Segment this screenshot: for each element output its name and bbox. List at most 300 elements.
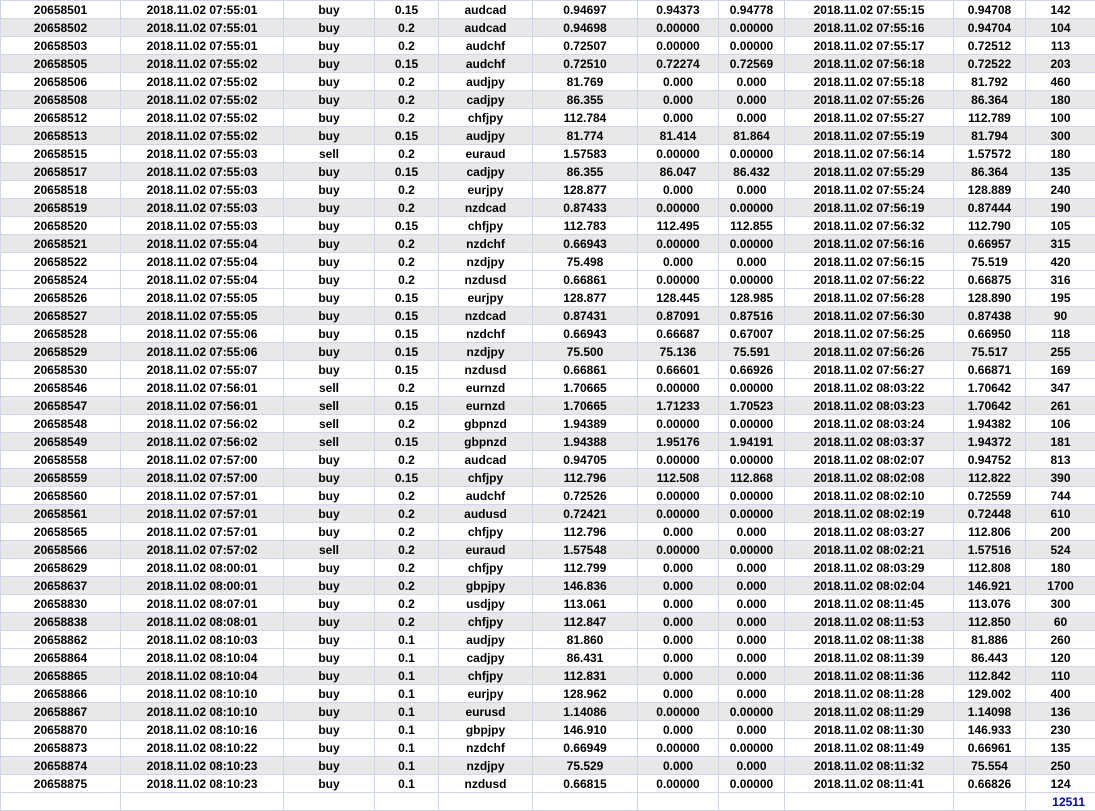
cell-close-price: 0.66957	[954, 235, 1026, 253]
cell-close-price: 0.87444	[954, 199, 1026, 217]
cell-take-profit: 86.432	[719, 163, 785, 181]
cell-symbol: euraud	[439, 145, 533, 163]
footer-empty-cell	[719, 793, 785, 811]
cell-take-profit: 0.000	[719, 631, 785, 649]
cell-profit: 744	[1026, 487, 1095, 505]
cell-stop-loss: 1.71233	[638, 397, 719, 415]
table-row	[1, 559, 1095, 577]
cell-open-time: 2018.11.02 08:10:10	[121, 703, 284, 721]
cell-open-price: 112.847	[533, 613, 638, 631]
cell-profit: 813	[1026, 451, 1095, 469]
table-row	[1, 613, 1095, 631]
cell-symbol: nzdjpy	[439, 253, 533, 271]
cell-profit: 135	[1026, 163, 1095, 181]
cell-profit: 260	[1026, 631, 1095, 649]
cell-type: buy	[284, 109, 375, 127]
cell-profit: 169	[1026, 361, 1095, 379]
cell-close-time: 2018.11.02 07:56:26	[785, 343, 954, 361]
cell-take-profit: 0.94778	[719, 1, 785, 19]
cell-symbol: chfjpy	[439, 559, 533, 577]
cell-take-profit: 0.72569	[719, 55, 785, 73]
cell-close-price: 112.808	[954, 559, 1026, 577]
cell-profit: 315	[1026, 235, 1095, 253]
cell-symbol: nzdusd	[439, 775, 533, 793]
table-row	[1, 631, 1095, 649]
cell-symbol: cadjpy	[439, 649, 533, 667]
footer-empty-cell	[439, 793, 533, 811]
cell-take-profit: 0.00000	[719, 415, 785, 433]
cell-symbol: chfjpy	[439, 613, 533, 631]
cell-close-price: 0.66826	[954, 775, 1026, 793]
cell-open-time: 2018.11.02 07:55:03	[121, 217, 284, 235]
cell-open-price: 81.860	[533, 631, 638, 649]
cell-ticket: 20658566	[1, 541, 121, 559]
cell-close-time: 2018.11.02 08:11:39	[785, 649, 954, 667]
cell-ticket: 20658637	[1, 577, 121, 595]
cell-close-price: 112.850	[954, 613, 1026, 631]
cell-profit: 1700	[1026, 577, 1095, 595]
cell-type: buy	[284, 37, 375, 55]
cell-close-price: 75.554	[954, 757, 1026, 775]
cell-ticket: 20658561	[1, 505, 121, 523]
cell-close-price: 146.933	[954, 721, 1026, 739]
cell-ticket: 20658548	[1, 415, 121, 433]
cell-volume: 0.15	[375, 469, 439, 487]
cell-open-time: 2018.11.02 07:55:02	[121, 109, 284, 127]
cell-take-profit: 0.000	[719, 649, 785, 667]
cell-open-price: 0.66949	[533, 739, 638, 757]
cell-ticket: 20658505	[1, 55, 121, 73]
cell-type: buy	[284, 523, 375, 541]
cell-take-profit: 1.70523	[719, 397, 785, 415]
cell-profit: 203	[1026, 55, 1095, 73]
cell-symbol: eurnzd	[439, 397, 533, 415]
cell-symbol: gbpjpy	[439, 721, 533, 739]
cell-open-price: 0.72507	[533, 37, 638, 55]
table-row	[1, 595, 1095, 613]
cell-type: buy	[284, 289, 375, 307]
cell-open-time: 2018.11.02 08:10:04	[121, 667, 284, 685]
cell-ticket: 20658515	[1, 145, 121, 163]
cell-stop-loss: 0.00000	[638, 415, 719, 433]
cell-open-price: 113.061	[533, 595, 638, 613]
cell-stop-loss: 0.000	[638, 559, 719, 577]
cell-type: buy	[284, 73, 375, 91]
cell-profit: 261	[1026, 397, 1095, 415]
table-row	[1, 343, 1095, 361]
cell-take-profit: 128.985	[719, 289, 785, 307]
cell-close-time: 2018.11.02 08:11:41	[785, 775, 954, 793]
cell-open-price: 146.910	[533, 721, 638, 739]
cell-profit: 110	[1026, 667, 1095, 685]
table-row	[1, 1, 1095, 19]
cell-close-price: 81.886	[954, 631, 1026, 649]
cell-open-time: 2018.11.02 07:55:04	[121, 253, 284, 271]
cell-volume: 0.15	[375, 343, 439, 361]
cell-close-price: 112.842	[954, 667, 1026, 685]
cell-symbol: audchf	[439, 37, 533, 55]
cell-take-profit: 0.00000	[719, 451, 785, 469]
cell-close-time: 2018.11.02 08:02:19	[785, 505, 954, 523]
cell-ticket: 20658830	[1, 595, 121, 613]
cell-profit: 100	[1026, 109, 1095, 127]
table-row	[1, 217, 1095, 235]
cell-volume: 0.2	[375, 613, 439, 631]
cell-type: buy	[284, 577, 375, 595]
cell-symbol: nzdchf	[439, 235, 533, 253]
cell-stop-loss: 0.000	[638, 577, 719, 595]
cell-open-time: 2018.11.02 08:10:23	[121, 775, 284, 793]
table-row	[1, 757, 1095, 775]
cell-symbol: audcad	[439, 1, 533, 19]
cell-volume: 0.15	[375, 289, 439, 307]
cell-ticket: 20658874	[1, 757, 121, 775]
cell-symbol: cadjpy	[439, 91, 533, 109]
cell-open-time: 2018.11.02 07:56:02	[121, 415, 284, 433]
cell-profit: 90	[1026, 307, 1095, 325]
cell-ticket: 20658502	[1, 19, 121, 37]
cell-stop-loss: 0.00000	[638, 451, 719, 469]
cell-open-time: 2018.11.02 07:55:05	[121, 289, 284, 307]
cell-close-price: 1.14098	[954, 703, 1026, 721]
cell-open-time: 2018.11.02 07:55:05	[121, 307, 284, 325]
footer-empty-cell	[954, 793, 1026, 811]
cell-stop-loss: 0.00000	[638, 235, 719, 253]
table-row	[1, 73, 1095, 91]
cell-close-price: 1.94382	[954, 415, 1026, 433]
table-row	[1, 685, 1095, 703]
cell-close-time: 2018.11.02 08:03:27	[785, 523, 954, 541]
cell-take-profit: 0.000	[719, 595, 785, 613]
footer-row	[1, 793, 1095, 811]
cell-type: buy	[284, 757, 375, 775]
cell-symbol: euraud	[439, 541, 533, 559]
cell-volume: 0.15	[375, 127, 439, 145]
cell-open-price: 112.796	[533, 469, 638, 487]
cell-take-profit: 0.00000	[719, 505, 785, 523]
cell-open-price: 112.831	[533, 667, 638, 685]
cell-open-price: 128.877	[533, 181, 638, 199]
cell-volume: 0.15	[375, 397, 439, 415]
cell-open-time: 2018.11.02 07:55:03	[121, 163, 284, 181]
cell-open-price: 0.72526	[533, 487, 638, 505]
cell-ticket: 20658520	[1, 217, 121, 235]
cell-stop-loss: 0.000	[638, 613, 719, 631]
cell-stop-loss: 0.000	[638, 181, 719, 199]
cell-ticket: 20658524	[1, 271, 121, 289]
cell-stop-loss: 0.000	[638, 757, 719, 775]
cell-open-time: 2018.11.02 08:08:01	[121, 613, 284, 631]
cell-symbol: nzdcad	[439, 199, 533, 217]
cell-open-price: 128.962	[533, 685, 638, 703]
cell-stop-loss: 81.414	[638, 127, 719, 145]
table-row	[1, 415, 1095, 433]
cell-open-price: 146.836	[533, 577, 638, 595]
cell-volume: 0.1	[375, 703, 439, 721]
cell-stop-loss: 0.000	[638, 73, 719, 91]
table-row	[1, 199, 1095, 217]
cell-stop-loss: 0.00000	[638, 775, 719, 793]
cell-symbol: audcad	[439, 19, 533, 37]
cell-ticket: 20658547	[1, 397, 121, 415]
cell-close-price: 0.66871	[954, 361, 1026, 379]
cell-stop-loss: 0.66601	[638, 361, 719, 379]
table-row	[1, 109, 1095, 127]
cell-close-price: 1.70642	[954, 397, 1026, 415]
cell-profit: 105	[1026, 217, 1095, 235]
cell-ticket: 20658518	[1, 181, 121, 199]
cell-take-profit: 112.855	[719, 217, 785, 235]
cell-close-time: 2018.11.02 08:03:29	[785, 559, 954, 577]
cell-open-price: 75.500	[533, 343, 638, 361]
table-row	[1, 433, 1095, 451]
cell-symbol: audjpy	[439, 631, 533, 649]
cell-open-price: 0.66815	[533, 775, 638, 793]
cell-open-time: 2018.11.02 08:10:16	[121, 721, 284, 739]
table-row	[1, 181, 1095, 199]
cell-symbol: cadjpy	[439, 163, 533, 181]
cell-open-time: 2018.11.02 07:57:01	[121, 505, 284, 523]
cell-take-profit: 0.000	[719, 253, 785, 271]
cell-take-profit: 0.00000	[719, 199, 785, 217]
table-row	[1, 541, 1095, 559]
cell-open-time: 2018.11.02 07:55:01	[121, 37, 284, 55]
cell-close-price: 0.72559	[954, 487, 1026, 505]
table-row	[1, 667, 1095, 685]
cell-close-time: 2018.11.02 07:56:32	[785, 217, 954, 235]
cell-open-price: 0.87433	[533, 199, 638, 217]
cell-close-time: 2018.11.02 08:11:32	[785, 757, 954, 775]
cell-close-time: 2018.11.02 08:02:21	[785, 541, 954, 559]
cell-open-price: 86.355	[533, 163, 638, 181]
cell-open-time: 2018.11.02 07:55:02	[121, 73, 284, 91]
cell-close-time: 2018.11.02 07:55:26	[785, 91, 954, 109]
cell-open-price: 1.70665	[533, 379, 638, 397]
cell-take-profit: 0.00000	[719, 739, 785, 757]
cell-ticket: 20658528	[1, 325, 121, 343]
cell-ticket: 20658503	[1, 37, 121, 55]
cell-stop-loss: 1.95176	[638, 433, 719, 451]
table-row	[1, 127, 1095, 145]
cell-volume: 0.2	[375, 541, 439, 559]
cell-type: buy	[284, 91, 375, 109]
cell-take-profit: 0.000	[719, 685, 785, 703]
cell-close-price: 1.94372	[954, 433, 1026, 451]
cell-profit: 118	[1026, 325, 1095, 343]
cell-ticket: 20658521	[1, 235, 121, 253]
cell-close-price: 0.66875	[954, 271, 1026, 289]
cell-close-time: 2018.11.02 08:11:36	[785, 667, 954, 685]
cell-close-time: 2018.11.02 08:02:04	[785, 577, 954, 595]
cell-ticket: 20658867	[1, 703, 121, 721]
cell-take-profit: 0.000	[719, 91, 785, 109]
cell-open-time: 2018.11.02 07:55:04	[121, 235, 284, 253]
cell-close-price: 0.94704	[954, 19, 1026, 37]
cell-profit: 190	[1026, 199, 1095, 217]
cell-profit: 230	[1026, 721, 1095, 739]
cell-volume: 0.2	[375, 595, 439, 613]
cell-close-time: 2018.11.02 08:03:37	[785, 433, 954, 451]
cell-ticket: 20658526	[1, 289, 121, 307]
cell-open-time: 2018.11.02 07:55:03	[121, 181, 284, 199]
cell-stop-loss: 0.00000	[638, 271, 719, 289]
cell-close-time: 2018.11.02 08:11:49	[785, 739, 954, 757]
cell-symbol: nzdusd	[439, 271, 533, 289]
cell-open-time: 2018.11.02 07:55:06	[121, 343, 284, 361]
cell-stop-loss: 112.495	[638, 217, 719, 235]
table-row	[1, 775, 1095, 793]
cell-close-price: 0.72512	[954, 37, 1026, 55]
cell-open-time: 2018.11.02 07:55:02	[121, 55, 284, 73]
cell-close-price: 0.94708	[954, 1, 1026, 19]
cell-volume: 0.1	[375, 631, 439, 649]
cell-take-profit: 0.00000	[719, 703, 785, 721]
cell-volume: 0.2	[375, 199, 439, 217]
cell-profit: 136	[1026, 703, 1095, 721]
cell-volume: 0.2	[375, 91, 439, 109]
cell-type: buy	[284, 595, 375, 613]
cell-open-price: 86.431	[533, 649, 638, 667]
cell-symbol: eurjpy	[439, 289, 533, 307]
table-row	[1, 469, 1095, 487]
cell-open-time: 2018.11.02 07:57:00	[121, 451, 284, 469]
cell-close-price: 1.57572	[954, 145, 1026, 163]
cell-volume: 0.2	[375, 505, 439, 523]
cell-stop-loss: 0.000	[638, 523, 719, 541]
cell-open-time: 2018.11.02 07:55:04	[121, 271, 284, 289]
cell-symbol: eurusd	[439, 703, 533, 721]
cell-type: buy	[284, 469, 375, 487]
cell-take-profit: 0.00000	[719, 379, 785, 397]
cell-take-profit: 0.000	[719, 577, 785, 595]
cell-symbol: nzdchf	[439, 739, 533, 757]
cell-volume: 0.2	[375, 415, 439, 433]
table-row	[1, 19, 1095, 37]
cell-type: buy	[284, 721, 375, 739]
cell-take-profit: 0.00000	[719, 271, 785, 289]
cell-profit: 113	[1026, 37, 1095, 55]
footer-empty-cell	[284, 793, 375, 811]
cell-stop-loss: 0.00000	[638, 505, 719, 523]
cell-take-profit: 0.00000	[719, 775, 785, 793]
cell-type: buy	[284, 487, 375, 505]
cell-close-price: 0.66961	[954, 739, 1026, 757]
cell-open-price: 0.94697	[533, 1, 638, 19]
cell-stop-loss: 0.000	[638, 685, 719, 703]
cell-open-price: 0.94698	[533, 19, 638, 37]
cell-profit: 300	[1026, 595, 1095, 613]
cell-volume: 0.2	[375, 487, 439, 505]
cell-open-time: 2018.11.02 08:10:03	[121, 631, 284, 649]
cell-profit: 250	[1026, 757, 1095, 775]
cell-close-time: 2018.11.02 07:55:27	[785, 109, 954, 127]
cell-open-price: 0.66943	[533, 325, 638, 343]
cell-volume: 0.1	[375, 667, 439, 685]
cell-profit: 104	[1026, 19, 1095, 37]
cell-volume: 0.1	[375, 739, 439, 757]
cell-symbol: audchf	[439, 487, 533, 505]
cell-close-price: 0.72448	[954, 505, 1026, 523]
cell-stop-loss: 0.00000	[638, 487, 719, 505]
cell-close-price: 81.794	[954, 127, 1026, 145]
cell-open-price: 75.529	[533, 757, 638, 775]
cell-close-time: 2018.11.02 07:55:19	[785, 127, 954, 145]
cell-volume: 0.2	[375, 271, 439, 289]
cell-symbol: nzdusd	[439, 361, 533, 379]
cell-symbol: audjpy	[439, 127, 533, 145]
cell-stop-loss: 0.000	[638, 649, 719, 667]
cell-stop-loss: 0.66687	[638, 325, 719, 343]
cell-close-price: 86.364	[954, 163, 1026, 181]
cell-volume: 0.2	[375, 73, 439, 91]
cell-type: buy	[284, 253, 375, 271]
cell-stop-loss: 0.000	[638, 595, 719, 613]
cell-volume: 0.1	[375, 685, 439, 703]
cell-open-time: 2018.11.02 07:55:02	[121, 91, 284, 109]
cell-symbol: usdjpy	[439, 595, 533, 613]
cell-open-price: 75.498	[533, 253, 638, 271]
cell-volume: 0.15	[375, 307, 439, 325]
cell-type: buy	[284, 667, 375, 685]
cell-take-profit: 0.000	[719, 559, 785, 577]
cell-volume: 0.2	[375, 109, 439, 127]
cell-close-time: 2018.11.02 07:56:28	[785, 289, 954, 307]
cell-take-profit: 0.000	[719, 721, 785, 739]
cell-ticket: 20658862	[1, 631, 121, 649]
cell-volume: 0.2	[375, 451, 439, 469]
cell-ticket: 20658501	[1, 1, 121, 19]
table-row	[1, 91, 1095, 109]
cell-type: sell	[284, 397, 375, 415]
cell-close-price: 86.443	[954, 649, 1026, 667]
table-row	[1, 235, 1095, 253]
table-row	[1, 289, 1095, 307]
table-row	[1, 325, 1095, 343]
cell-type: buy	[284, 505, 375, 523]
cell-type: buy	[284, 235, 375, 253]
cell-open-time: 2018.11.02 08:07:01	[121, 595, 284, 613]
cell-ticket: 20658530	[1, 361, 121, 379]
cell-profit: 300	[1026, 127, 1095, 145]
cell-close-time: 2018.11.02 08:03:24	[785, 415, 954, 433]
cell-volume: 0.2	[375, 145, 439, 163]
cell-type: buy	[284, 199, 375, 217]
cell-take-profit: 112.868	[719, 469, 785, 487]
cell-open-price: 1.14086	[533, 703, 638, 721]
footer-empty-cell	[533, 793, 638, 811]
cell-ticket: 20658513	[1, 127, 121, 145]
cell-stop-loss: 0.00000	[638, 541, 719, 559]
cell-ticket: 20658529	[1, 343, 121, 361]
cell-volume: 0.15	[375, 433, 439, 451]
cell-ticket: 20658629	[1, 559, 121, 577]
cell-take-profit: 0.67007	[719, 325, 785, 343]
cell-type: buy	[284, 361, 375, 379]
cell-close-time: 2018.11.02 08:02:07	[785, 451, 954, 469]
cell-stop-loss: 0.87091	[638, 307, 719, 325]
footer-empty-cell	[638, 793, 719, 811]
cell-volume: 0.15	[375, 1, 439, 19]
cell-close-time: 2018.11.02 07:55:18	[785, 73, 954, 91]
cell-close-time: 2018.11.02 08:02:10	[785, 487, 954, 505]
cell-profit: 524	[1026, 541, 1095, 559]
cell-volume: 0.2	[375, 253, 439, 271]
cell-open-time: 2018.11.02 08:00:01	[121, 559, 284, 577]
cell-type: buy	[284, 613, 375, 631]
cell-profit: 610	[1026, 505, 1095, 523]
table-row	[1, 37, 1095, 55]
cell-stop-loss: 0.000	[638, 253, 719, 271]
